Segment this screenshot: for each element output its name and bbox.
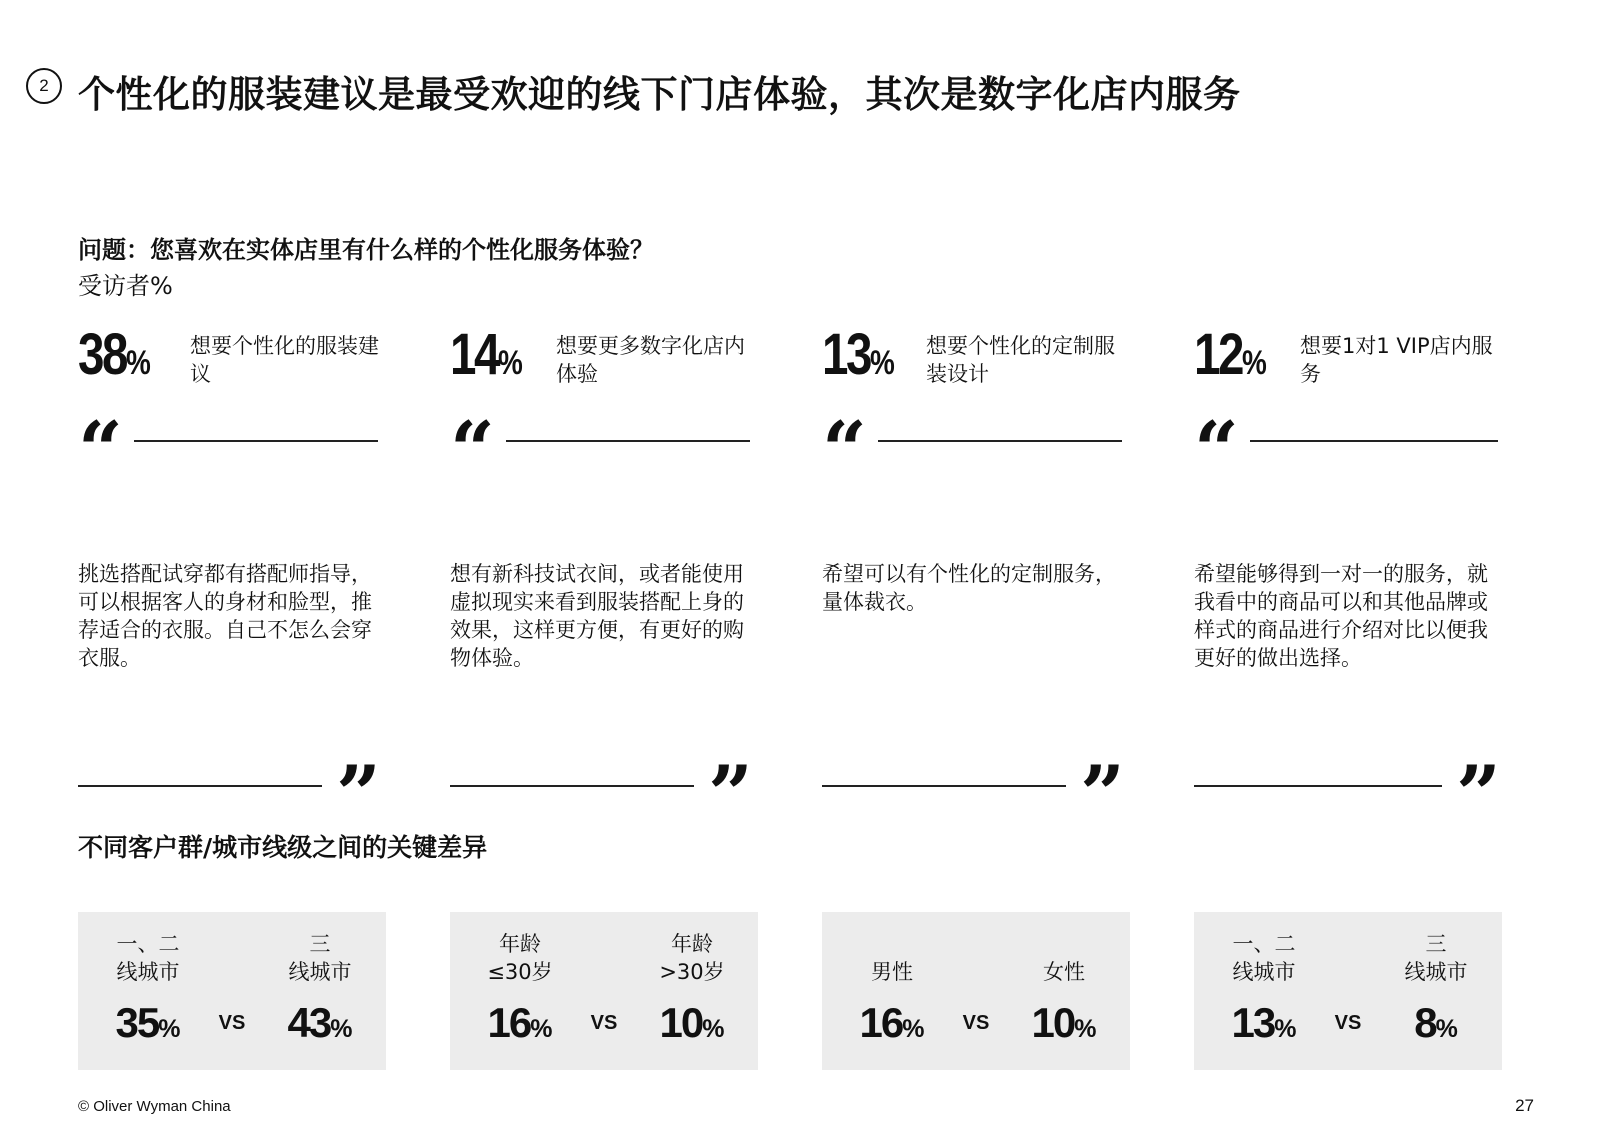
stat-value: 38% bbox=[78, 322, 150, 387]
respondent-quote: 挑选搭配试穿都有搭配师指导，可以根据客人的身材和脸型，推荐适合的衣服。自己不怎么会穿衣服。 bbox=[78, 562, 372, 670]
stat-header bbox=[450, 320, 768, 400]
close-quote-icon: ” bbox=[1080, 749, 1125, 840]
stat-description: 想要个性化的服装建议 bbox=[190, 334, 379, 386]
respondent-quote: 想有新科技试衣间，或者能使用虚拟现实来看到服装搭配上身的效果，这样更方便，有更好的购物体验。 bbox=[450, 562, 744, 670]
stat-header bbox=[822, 320, 1140, 400]
segment-value: 10% bbox=[659, 999, 725, 1046]
stat-header bbox=[78, 320, 396, 400]
segment-label: 年龄 ≤30岁 bbox=[487, 932, 553, 984]
segment-label: 男性 bbox=[871, 960, 913, 984]
segment-label: 一、二 线城市 bbox=[1232, 932, 1296, 984]
segment-label: 年龄 >30岁 bbox=[659, 932, 725, 984]
divider bbox=[1250, 440, 1498, 442]
copyright-notice: © Oliver Wyman China bbox=[78, 1098, 231, 1115]
divider bbox=[878, 440, 1122, 442]
stat-column-3 bbox=[822, 320, 1140, 840]
stat-column-4 bbox=[1194, 320, 1512, 840]
stat-description: 想要个性化的定制服装设计 bbox=[926, 334, 1115, 386]
open-quote-icon: “ bbox=[1194, 405, 1239, 496]
page-title: 个性化的服装建议是最受欢迎的线下门店体验，其次是数字化店内服务 bbox=[78, 73, 1241, 116]
segment-value: 8% bbox=[1414, 999, 1458, 1046]
segment-value: 10% bbox=[1031, 999, 1097, 1046]
vs-label: VS bbox=[1334, 1012, 1362, 1034]
close-quote-icon: ” bbox=[1456, 749, 1501, 840]
segment-value: 35% bbox=[115, 999, 181, 1046]
segment-value: 16% bbox=[859, 999, 925, 1046]
close-quote-icon: ” bbox=[708, 749, 753, 840]
segment-label: 三 线城市 bbox=[288, 932, 352, 984]
stat-value: 12% bbox=[1194, 322, 1266, 387]
vs-label: VS bbox=[962, 1012, 990, 1034]
comparison-box-city-tier bbox=[78, 912, 386, 1070]
divider bbox=[506, 440, 750, 442]
stat-column-2 bbox=[450, 320, 768, 840]
page-number: 27 bbox=[1515, 1096, 1534, 1115]
comparison-box-age bbox=[450, 912, 758, 1070]
open-quote-icon: “ bbox=[78, 405, 123, 496]
unit-label: 受访者% bbox=[78, 272, 173, 300]
segment-value: 43% bbox=[287, 999, 353, 1046]
comparison-box-city-tier-2 bbox=[1194, 912, 1502, 1070]
segment-label: 三 线城市 bbox=[1404, 932, 1468, 984]
segment-label: 一、二 线城市 bbox=[116, 932, 180, 984]
open-quote-icon: “ bbox=[822, 405, 867, 496]
segment-value: 13% bbox=[1231, 999, 1297, 1046]
vs-label: VS bbox=[218, 1012, 246, 1034]
close-quote-icon: ” bbox=[336, 749, 381, 840]
stat-description: 想要更多数字化店内体验 bbox=[556, 334, 745, 386]
divider bbox=[134, 440, 378, 442]
stat-column-1 bbox=[78, 320, 396, 840]
stat-description: 想要1对1 VIP店内服务 bbox=[1300, 334, 1493, 386]
respondent-quote: 希望能够得到一对一的服务，就我看中的商品可以和其他品牌或样式的商品进行介绍对比以便我更好的做出选择。 bbox=[1194, 562, 1488, 670]
stat-value: 14% bbox=[450, 322, 522, 387]
divider bbox=[78, 785, 322, 787]
comparison-box-gender bbox=[822, 912, 1130, 1070]
stat-value: 13% bbox=[822, 322, 894, 387]
divider bbox=[1194, 785, 1442, 787]
vs-label: VS bbox=[590, 1012, 618, 1034]
stat-header bbox=[1194, 320, 1512, 400]
divider bbox=[822, 785, 1066, 787]
survey-question: 问题：您喜欢在实体店里有什么样的个性化服务体验？ bbox=[78, 236, 654, 264]
section-number-badge: 2 bbox=[26, 68, 62, 104]
segment-label: 女性 bbox=[1043, 960, 1085, 984]
segment-value: 16% bbox=[487, 999, 553, 1046]
differences-heading: 不同客户群/城市线级之间的关键差异 bbox=[78, 833, 488, 862]
divider bbox=[450, 785, 694, 787]
respondent-quote: 希望可以有个性化的定制服务，量体裁衣。 bbox=[822, 562, 1116, 614]
open-quote-icon: “ bbox=[450, 405, 495, 496]
